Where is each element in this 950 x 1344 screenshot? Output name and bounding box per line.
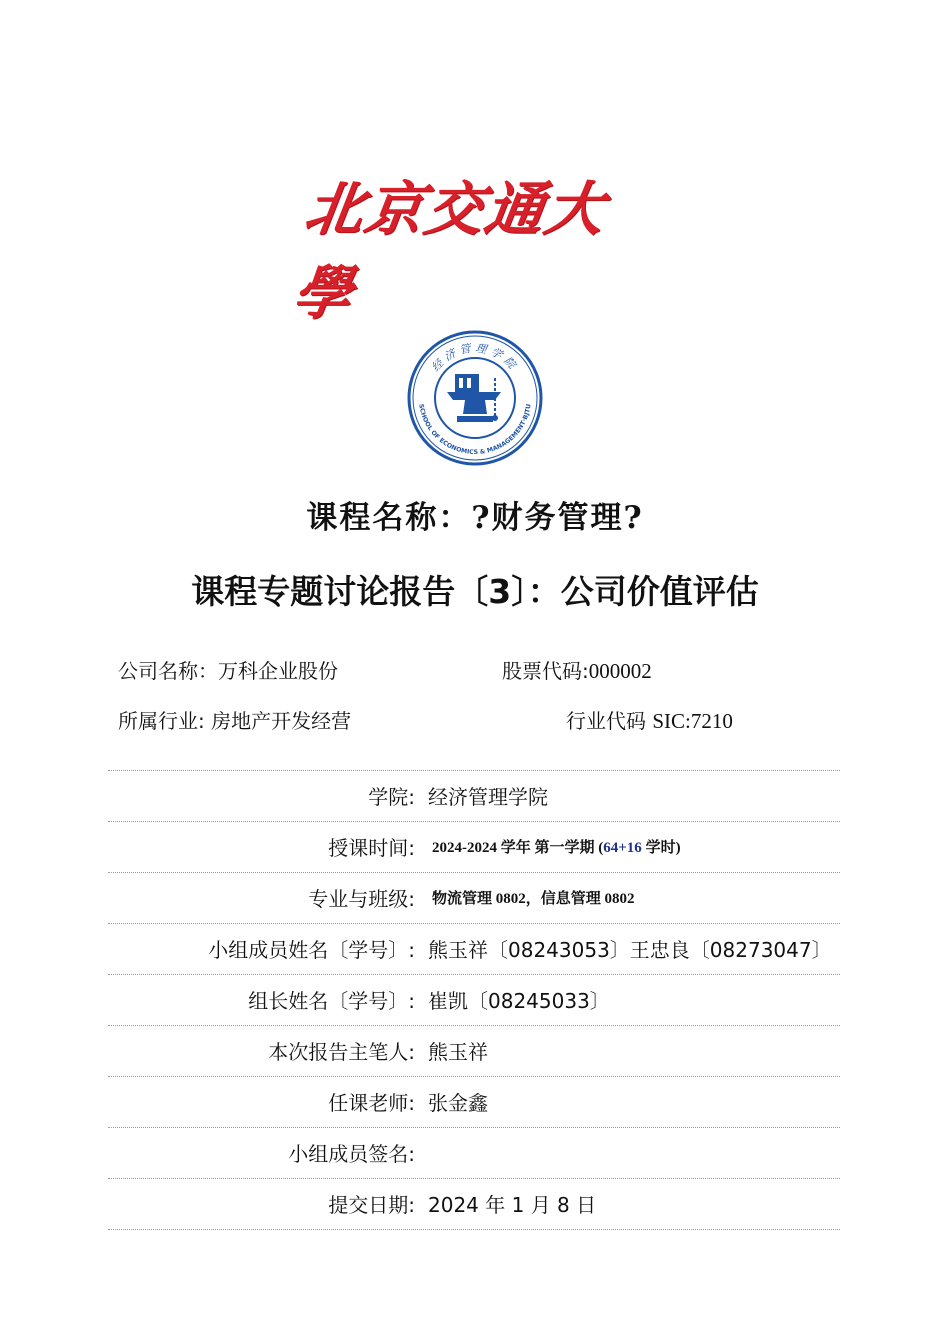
seal-top-text: 经济管理学院 bbox=[429, 341, 521, 375]
detail-label: 授课时间: bbox=[328, 836, 415, 860]
detail-value: 熊玉祥 bbox=[428, 1040, 488, 1064]
detail-row-major-class bbox=[108, 873, 840, 924]
report-title: 课程专题讨论报告〔3〕：公司价值评估 bbox=[191, 572, 759, 611]
detail-label: 小组成员签名: bbox=[288, 1142, 415, 1166]
detail-value: 经济管理学院 bbox=[428, 785, 548, 809]
course-hours: 64+16 bbox=[603, 840, 642, 856]
school-seal-icon bbox=[405, 328, 545, 468]
detail-label: 组长姓名〔学号〕: bbox=[248, 989, 415, 1013]
course-time-suffix: 学时) bbox=[641, 840, 681, 856]
industry-code-value: SIC:7210 bbox=[652, 709, 733, 733]
detail-row-members bbox=[108, 924, 840, 975]
university-logo-text: 北京交通大學 bbox=[288, 175, 610, 327]
industry-value: 房地产开发经营 bbox=[211, 709, 352, 733]
details-table bbox=[108, 770, 840, 1230]
school-seal bbox=[405, 328, 545, 468]
company-name-line bbox=[118, 655, 338, 684]
detail-row-author bbox=[108, 1026, 840, 1077]
detail-value: 2024 年 1 月 8 日 bbox=[428, 1193, 597, 1217]
company-name-label: 公司名称： bbox=[118, 659, 218, 683]
industry-code-label: 行业代码 bbox=[566, 709, 653, 733]
detail-label: 本次报告主笔人: bbox=[268, 1040, 415, 1064]
detail-label: 小组成员姓名〔学号〕: bbox=[208, 938, 415, 962]
stock-code-value: 000002 bbox=[588, 659, 652, 683]
industry-label: 所属行业: bbox=[118, 709, 212, 733]
detail-value: 物流管理 0802，信息管理 0802 bbox=[432, 891, 635, 907]
industry-code-line bbox=[566, 705, 733, 734]
detail-row-course-time bbox=[108, 822, 840, 873]
detail-row-leader bbox=[108, 975, 840, 1026]
detail-value: 崔凯〔08245033〕 bbox=[428, 989, 610, 1013]
university-logo bbox=[288, 175, 640, 327]
detail-row-school bbox=[108, 771, 840, 822]
detail-value bbox=[432, 822, 681, 872]
detail-label: 专业与班级: bbox=[308, 887, 415, 911]
course-time-prefix: 2024-2024 学年 第一学期 ( bbox=[432, 840, 604, 856]
stock-code-label: 股票代码: bbox=[502, 659, 589, 683]
detail-row-teacher bbox=[108, 1077, 840, 1128]
detail-row-signatures bbox=[108, 1128, 840, 1179]
company-name-value: 万科企业股份 bbox=[218, 659, 338, 683]
industry-line bbox=[118, 705, 351, 734]
stock-code-line bbox=[502, 655, 652, 684]
detail-value: 张金鑫 bbox=[428, 1091, 488, 1115]
course-title: 课程名称：?财务管理? bbox=[306, 500, 644, 536]
seal-ring-text: SCHOOL OF ECONOMICS & MANAGEMENT·BJTU bbox=[417, 403, 533, 457]
detail-label: 任课老师: bbox=[328, 1091, 415, 1115]
detail-label: 提交日期: bbox=[328, 1193, 415, 1217]
detail-row-submit-date bbox=[108, 1179, 840, 1230]
detail-value: 熊玉祥〔08243053〕王忠良〔08273047〕 bbox=[428, 938, 832, 962]
detail-label: 学院: bbox=[368, 785, 415, 809]
